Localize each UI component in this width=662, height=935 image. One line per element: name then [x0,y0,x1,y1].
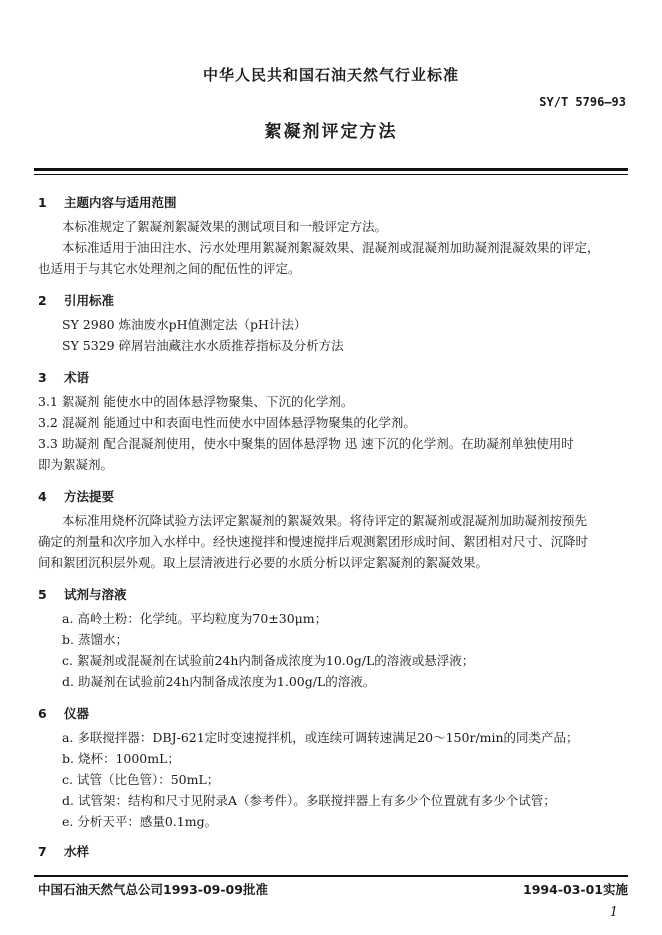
document-title: 絮凝剂评定方法 [264,122,398,142]
section-2-number: 2 [38,293,47,308]
section-1-para-1: 本标准规定了絮凝剂絮凝效果的测试项目和一般评定方法。 [62,219,388,234]
section-2-heading [38,291,114,309]
footer-rule [34,875,628,877]
term-3-1: 3.1 絮凝剂 能使水中的固体悬浮物聚集、下沉的化学剂。 [38,394,354,409]
reagent-c: c. 絮凝剂或混凝剂在试验前24h内制备成浓度为10.0g/L的溶液或悬浮液； [62,653,475,668]
section-5-heading [38,585,127,603]
header-rule-thick [34,168,628,171]
instrument-c: c. 试管（比色管）：50mL； [62,772,220,787]
section-6-title: 仪器 [64,706,90,721]
issuing-organization: 中华人民共和国石油天然气行业标准 [202,66,459,84]
section-4-heading [38,487,114,505]
section-1-para-2-line-1: 本标准适用于油田注水、污水处理用絮凝剂絮凝效果、混凝剂或混凝剂加助凝剂混凝效果的评定， [62,240,600,255]
section-1-number: 1 [38,195,47,210]
section-3-heading [38,368,89,386]
section-2-title: 引用标准 [64,293,115,308]
section-4-number: 4 [38,489,47,504]
section-5-title: 试剂与溶液 [64,587,127,602]
section-1-para-2-line-2: 也适用于与其它水处理剂之间的配伍性的评定。 [38,261,301,276]
term-3-3-line-2: 即为絮凝剂。 [38,457,114,472]
section-4-line-2: 确定的剂量和次序加入水样中。经快速搅拌和慢速搅拌后观测絮团形成时间、絮团相对尺寸、沉降时 [38,534,589,549]
effective-date: 1994-03-01实施 [523,882,628,897]
instrument-d: d. 试管架：结构和尺寸见附录A（参考件）。多联搅拌器上有多少个位置就有多少个试管； [62,793,556,808]
section-4-line-1: 本标准用烧杯沉降试验方法评定絮凝剂的絮凝效果。将待评定的絮凝剂或混凝剂加助凝剂按预先 [62,513,588,528]
section-6-number: 6 [38,706,47,721]
section-5-number: 5 [38,587,47,602]
standard-code: SY/T 5796—93 [539,95,626,109]
section-4-line-3: 间和絮团沉积层外观。取上层清液进行必要的水质分析以评定絮凝剂的絮凝效果。 [38,555,489,570]
section-7-heading [38,842,89,860]
section-6-heading [38,704,89,722]
section-7-number: 7 [38,844,47,859]
approval-statement: 中国石油天然气总公司1993-09-09批准 [38,882,268,897]
reference-sy2980: SY 2980 炼油废水pH值测定法（pH计法） [62,317,307,332]
term-3-2: 3.2 混凝剂 能通过中和表面电性而使水中固体悬浮物聚集的化学剂。 [38,415,416,430]
reagent-b: b. 蒸馏水； [62,632,128,647]
page-number: 1 [609,905,618,920]
instrument-e: e. 分析天平：感量0.1mg。 [62,814,218,829]
reference-sy5329: SY 5329 碎屑岩油藏注水水质推荐指标及分析方法 [62,338,344,353]
header-rule-thin [34,174,628,175]
section-3-title: 术语 [64,370,90,385]
section-4-title: 方法提要 [64,489,115,504]
reagent-d: d. 助凝剂在试验前24h内制备成浓度为1.00g/L的溶液。 [62,674,376,689]
section-1-heading [38,193,177,211]
section-7-title: 水样 [64,844,90,859]
instrument-a: a. 多联搅拌器：DBJ-621定时变速搅拌机，或连续可调转速满足20～150r/min的同类产品； [62,730,579,745]
section-3-number: 3 [38,370,47,385]
term-3-3-line-1: 3.3 助凝剂 配合混凝剂使用，使水中聚集的固体悬浮物 迅 速下沉的化学剂。在助凝剂单独使用时 [38,436,574,451]
reagent-a: a. 高岭土粉：化学纯。平均粒度为70±30μm； [62,611,328,626]
section-1-title: 主题内容与适用范围 [64,195,177,210]
instrument-b: b. 烧杯：1000mL； [62,751,180,766]
